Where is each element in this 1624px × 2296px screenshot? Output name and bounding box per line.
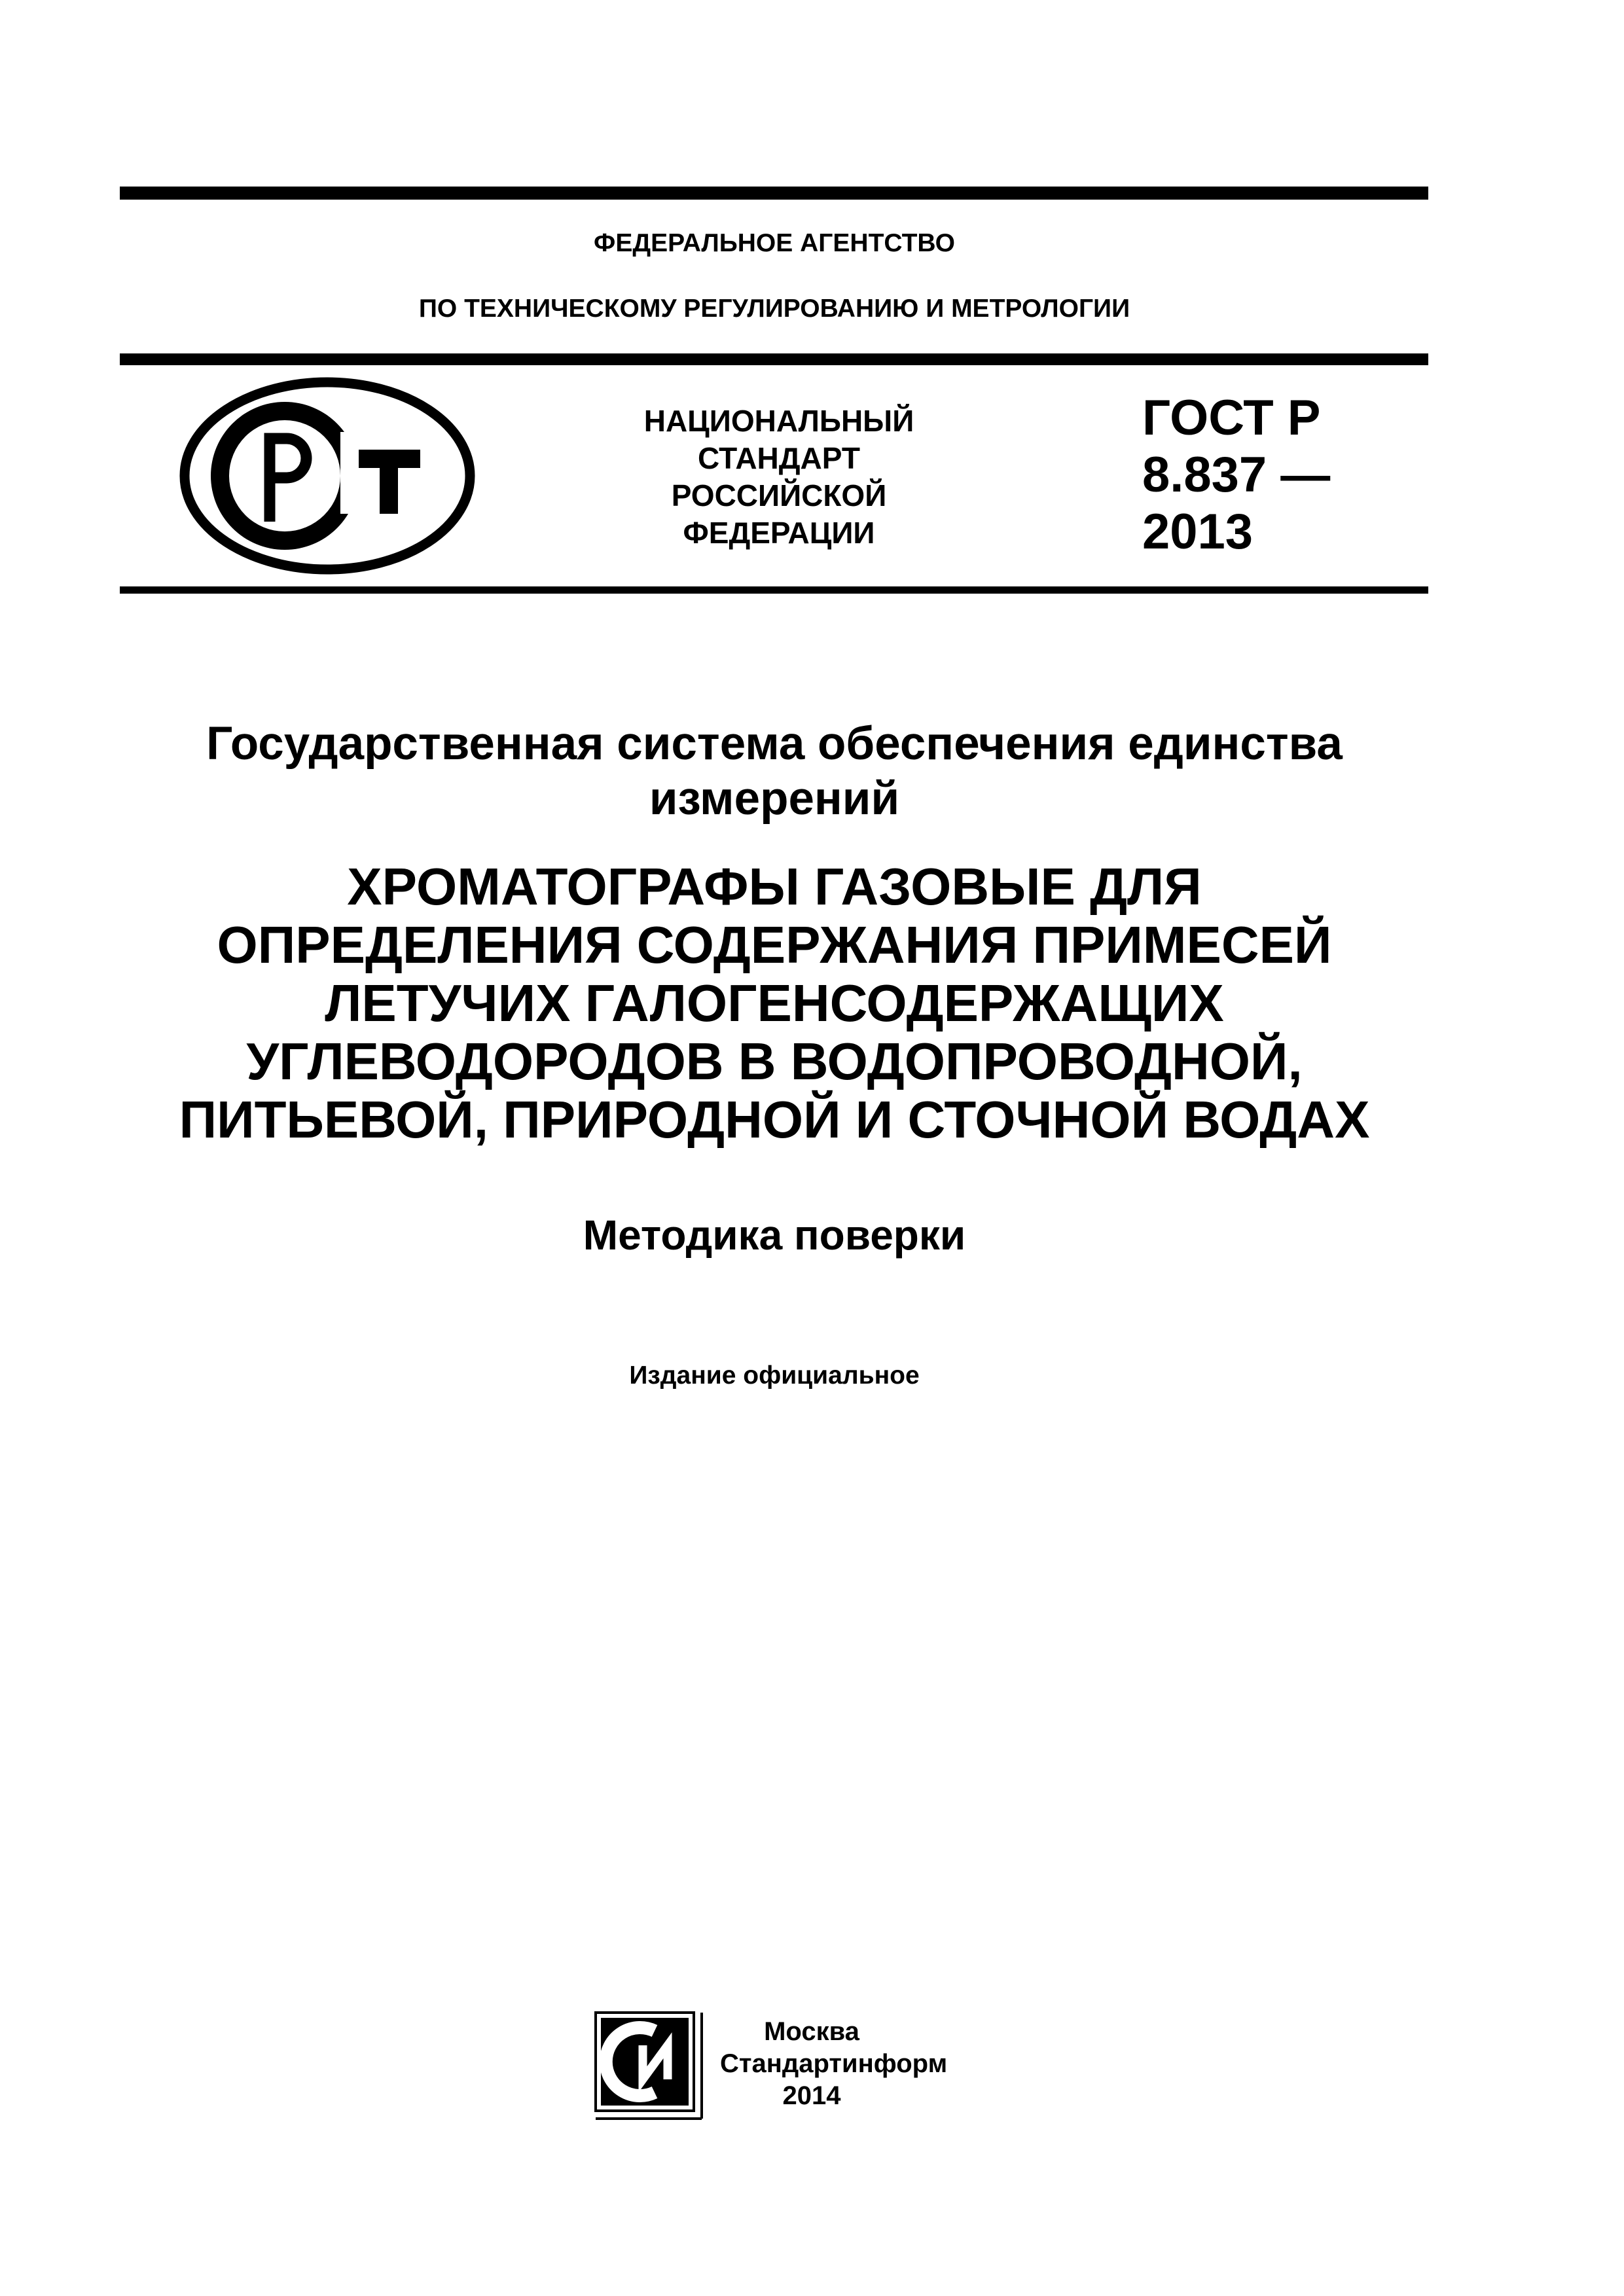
si-publisher-icon — [589, 2006, 707, 2124]
document-subtitle: Методика поверки — [583, 1211, 966, 1259]
middle-rule — [120, 353, 1428, 365]
standard-designation — [1142, 389, 1330, 560]
imprint-publisher: Стандартинформ — [720, 2049, 948, 2078]
standard-type-line: РОССИЙСКОЙ — [671, 478, 887, 512]
pct-mark-icon — [177, 376, 478, 576]
standard-type — [569, 403, 988, 552]
title-line: ПИТЬЕВОЙ, ПРИРОДНОЙ И СТОЧНОЙ ВОДАХ — [179, 1090, 1370, 1149]
system-title: Государственная система обеспечения единства измерений — [206, 718, 1343, 825]
standard-type-line: ФЕДЕРАЦИИ — [683, 516, 875, 550]
imprint — [720, 2016, 948, 2112]
imprint-year: 2014 — [782, 2081, 841, 2110]
designation-line: ГОСТ Р — [1142, 390, 1321, 446]
document-title — [120, 857, 1429, 1149]
bottom-rule — [120, 586, 1428, 594]
designation-line: 2013 — [1142, 504, 1254, 560]
top-rule — [120, 187, 1428, 200]
designation-line: 8.837 — — [1142, 447, 1331, 503]
imprint-city: Москва — [764, 2017, 859, 2046]
standard-type-line: СТАНДАРТ — [698, 441, 860, 475]
standard-type-line: НАЦИОНАЛЬНЫЙ — [643, 404, 914, 438]
edition-note: Издание официальное — [629, 1361, 920, 1390]
agency-name-line-2: ПО ТЕХНИЧЕСКОМУ РЕГУЛИРОВАНИЮ И МЕТРОЛОГИИ — [418, 295, 1130, 323]
title-line: ОПРЕДЕЛЕНИЯ СОДЕРЖАНИЯ ПРИМЕСЕЙ — [217, 916, 1332, 974]
title-line: ХРОМАТОГРАФЫ ГАЗОВЫЕ ДЛЯ — [347, 857, 1202, 916]
title-line: ЛЕТУЧИХ ГАЛОГЕНСОДЕРЖАЩИХ — [325, 974, 1224, 1032]
title-line: УГЛЕВОДОРОДОВ В ВОДОПРОВОДНОЙ, — [246, 1032, 1303, 1090]
agency-name-line-1: ФЕДЕРАЛЬНОЕ АГЕНТСТВО — [594, 229, 955, 257]
